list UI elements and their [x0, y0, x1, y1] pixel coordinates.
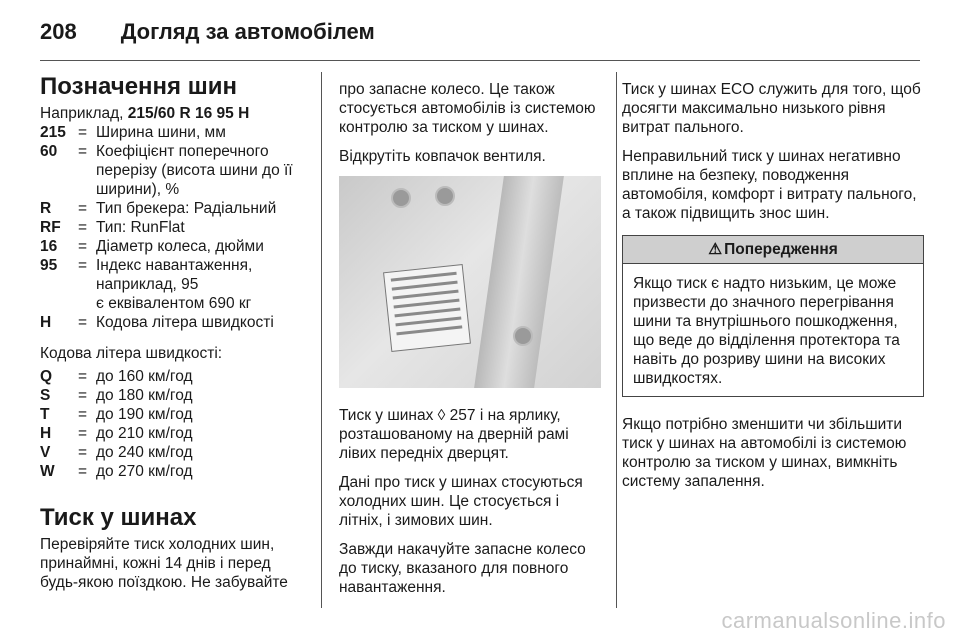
watermark: carmanualsonline.info: [721, 608, 946, 633]
def-key: 95: [40, 257, 58, 274]
def-sep: =: [78, 200, 88, 217]
def-value: Кодова літера швидкості: [96, 314, 274, 331]
warning-title: Попередження: [724, 241, 838, 258]
def-key: RF: [40, 219, 61, 236]
speed-sep: =: [78, 444, 88, 461]
speed-code-list: [40, 367, 312, 481]
def-key: R: [40, 200, 52, 217]
def-sep: =: [78, 238, 88, 255]
def-sep: [78, 294, 96, 313]
def-value: Індекс навантаження, наприклад, 95: [96, 257, 253, 293]
frame-hole: [513, 326, 533, 346]
header-rule: [40, 60, 920, 61]
speed-value: до 180 км/год: [96, 387, 193, 404]
tire-example: [40, 104, 312, 123]
warning-box: [622, 235, 924, 397]
warning-header: [623, 236, 923, 264]
def-value: є еквівалентом 690 кг: [96, 295, 252, 312]
warning-text: Якщо тиск є надто низьким, це може призвести до значного перегрівання шини та внутрішнього пошкодження, що веде до відділення протектора та навіть до розриву шини на високих швидкостях.: [633, 275, 900, 387]
paragraph: Завжди накачуйте запасне колесо до тиску, вказаного для повного навантаження.: [339, 541, 586, 596]
paragraph-label-location: Тиск у шинах ◊ 257 і на ярлику, розташованому на дверній рамі лівих передніх дверцят.: [339, 407, 569, 462]
example-prefix: Наприклад,: [40, 105, 128, 122]
paragraph: Якщо потрібно зменшити чи збільшити тиск у шинах на автомобілі із системою контролю за тиском у шинах, вимкніть систему запалення.: [622, 416, 907, 490]
def-value: Тип: RunFlat: [96, 219, 185, 236]
def-sep: =: [78, 143, 88, 160]
def-value: Тип брекера: Радіальний: [96, 200, 277, 217]
def-sep: =: [78, 219, 88, 236]
def-key: 215: [40, 124, 66, 141]
section-title-tire-designation: Позначення шин: [40, 73, 237, 100]
speed-key: Q: [40, 368, 53, 385]
speed-sep: =: [78, 463, 88, 480]
door-pillar: [474, 176, 564, 388]
tire-code-definitions: [40, 123, 312, 332]
frame-hole: [391, 188, 411, 208]
def-key: [40, 294, 78, 313]
speed-value: до 190 км/год: [96, 406, 193, 423]
page-number: 208: [40, 19, 77, 44]
paragraph: про запасне колесо. Це також стосується автомобілів із системою контролю за тиском у шинах.: [339, 81, 596, 136]
def-value: Діаметр колеса, дюйми: [96, 238, 264, 255]
speed-value: до 210 км/год: [96, 425, 193, 442]
section-title-tire-pressure: Тиск у шинах: [40, 504, 197, 531]
speed-sep: =: [78, 387, 88, 404]
def-value: Коефіцієнт поперечного перерізу (висота шини до її ширини), %: [96, 143, 293, 198]
column-1: [40, 72, 312, 602]
warning-triangle-icon: ⚠: [708, 241, 723, 258]
column-2: [339, 80, 607, 607]
paragraph: Тиск у шинах ECO служить для того, щоб досягти максимально низького рівня витрат пального.: [622, 81, 921, 136]
speed-key: T: [40, 406, 50, 423]
frame-hole: [435, 186, 455, 206]
def-sep: =: [78, 314, 88, 331]
def-sep: =: [78, 124, 88, 141]
column-divider-2: [616, 72, 617, 608]
speed-value: до 160 км/год: [96, 368, 193, 385]
door-frame-label-photo: [339, 176, 601, 388]
paragraph: Дані про тиск у шинах стосуються холодних шин. Це стосується і літніх, і зимових шин.: [339, 474, 583, 529]
speed-sep: =: [78, 425, 88, 442]
speed-key: S: [40, 387, 51, 404]
speed-value: до 240 км/год: [96, 444, 193, 461]
def-key: 16: [40, 238, 58, 255]
example-code: 215/60 R 16 95 H: [127, 105, 250, 122]
column-divider-1: [321, 72, 322, 608]
def-key: 60: [40, 143, 58, 160]
column-3: [622, 80, 922, 501]
speed-key: W: [40, 463, 55, 480]
speed-code-intro: Кодова літера швидкості:: [40, 345, 223, 362]
paragraph: Неправильний тиск у шинах негативно вплине на безпеку, поводження автомобіля, комфорт і витрату пального, а також підвищить знос шин.: [622, 148, 917, 222]
tire-pressure-label: [383, 264, 471, 352]
def-key: H: [40, 314, 52, 331]
tire-pressure-intro: Перевіряйте тиск холодних шин, принаймні, кожні 14 днів і перед будь-якою поїздкою. Не забувайте: [40, 536, 288, 591]
chapter-title: Догляд за автомобілем: [120, 19, 375, 44]
speed-key: V: [40, 444, 51, 461]
page-reference-icon: ◊: [437, 407, 446, 424]
def-sep: =: [78, 257, 88, 274]
def-value: Ширина шини, мм: [96, 124, 226, 141]
speed-key: H: [40, 425, 52, 442]
speed-sep: =: [78, 368, 88, 385]
page-header: [40, 12, 375, 52]
speed-value: до 270 км/год: [96, 463, 193, 480]
speed-sep: =: [78, 406, 88, 423]
paragraph: Відкрутіть ковпачок вентиля.: [339, 148, 546, 165]
